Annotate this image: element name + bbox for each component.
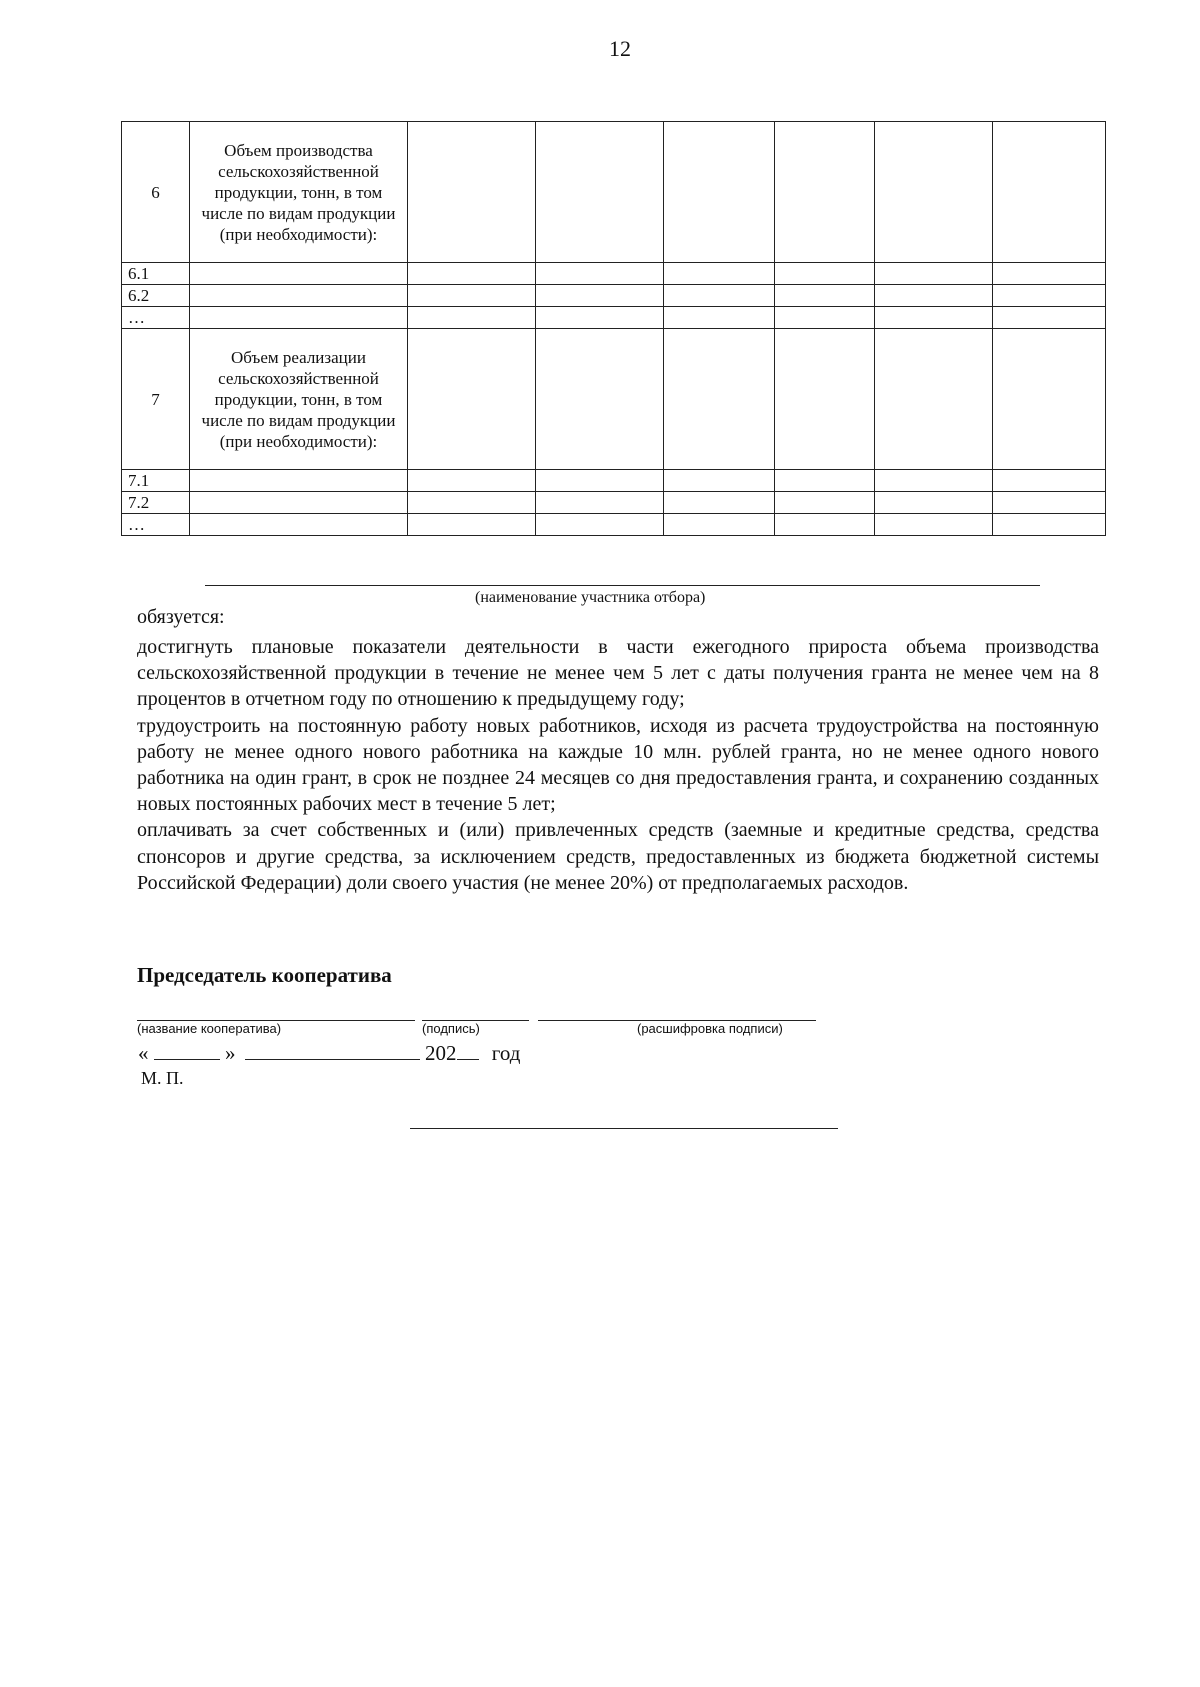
bottom-line — [410, 1128, 838, 1129]
decoding-caption: (расшифровка подписи) — [637, 1021, 783, 1036]
value-cell[interactable] — [664, 307, 775, 329]
value-cell[interactable] — [408, 122, 536, 263]
page-number: 12 — [609, 36, 631, 61]
table-row — [122, 329, 1106, 470]
value-cell[interactable] — [993, 285, 1106, 307]
value-cell[interactable] — [993, 492, 1106, 514]
date-close-quote: » — [225, 1041, 236, 1065]
value-cell[interactable] — [536, 307, 664, 329]
participant-name-line — [205, 585, 1040, 586]
row-number: … — [122, 307, 190, 329]
stamp-place: М. П. — [141, 1068, 184, 1088]
value-cell[interactable] — [536, 263, 664, 285]
commitment-paragraph-1: достигнуть плановые показатели деятельности в части ежегодного прироста объема производства сельскохозяйственной продукции в течение не менее чем 5 лет с даты получения гранта не менее чем на 8 процентов в отчетном году по отношению к предыдущему году; — [137, 636, 1099, 711]
year-prefix: 202 — [425, 1041, 457, 1065]
value-cell[interactable] — [993, 263, 1106, 285]
row-number: 7.1 — [122, 470, 190, 492]
value-cell[interactable] — [536, 122, 664, 263]
value-cell[interactable] — [875, 122, 993, 263]
value-cell[interactable] — [408, 263, 536, 285]
value-cell[interactable] — [993, 307, 1106, 329]
commitment-text — [137, 634, 1099, 896]
value-cell[interactable] — [408, 307, 536, 329]
value-cell[interactable] — [775, 492, 875, 514]
table-row — [122, 122, 1106, 263]
commitment-paragraph-2: трудоустроить на постоянную работу новых работников, исходя из расчета трудоустройства на постоянную работу не менее одного нового работника на каждые 10 млн. рублей гранта, но не менее одного нового работника на один грант, в срок не позднее 24 месяцев со дня предоставления гранта, и сохранению созданных новых постоянных рабочих мест в течение 5 лет; — [137, 714, 1099, 816]
value-cell[interactable] — [875, 329, 993, 470]
commitment-paragraph-3: оплачивать за счет собственных и (или) привлеченных средств (заемные и кредитные средства, средства спонсоров и другие средства, за исключением средств, предоставленных из бюджета бюджетной системы Российской Федерации) доли своего участия (не менее 20%) от предполагаемых расходов. — [137, 819, 1099, 894]
value-cell[interactable] — [993, 514, 1106, 536]
value-cell[interactable] — [664, 263, 775, 285]
value-cell[interactable] — [775, 285, 875, 307]
value-cell[interactable] — [536, 514, 664, 536]
signer-title: Председатель кооператива — [137, 963, 392, 987]
value-cell[interactable] — [993, 329, 1106, 470]
row-label — [190, 492, 408, 514]
date-line — [138, 1039, 520, 1066]
row-number: 7 — [122, 329, 190, 470]
row-label: Объем реализации сельскохозяйственной продукции, тонн, в том числе по видам продукции (при необходимости): — [190, 329, 408, 470]
value-cell[interactable] — [775, 514, 875, 536]
row-number: 6 — [122, 122, 190, 263]
value-cell[interactable] — [875, 514, 993, 536]
date-month-blank[interactable] — [245, 1039, 420, 1060]
table-row — [122, 285, 1106, 307]
participant-caption: (наименование участника отбора) — [475, 589, 706, 606]
value-cell[interactable] — [536, 492, 664, 514]
value-cell[interactable] — [775, 307, 875, 329]
indicators-table — [121, 121, 1106, 536]
commitment-lead: обязуется: — [137, 606, 225, 628]
row-number: … — [122, 514, 190, 536]
value-cell[interactable] — [993, 470, 1106, 492]
value-cell[interactable] — [875, 492, 993, 514]
value-cell[interactable] — [664, 285, 775, 307]
value-cell[interactable] — [408, 329, 536, 470]
year-suffix-blank[interactable] — [457, 1039, 479, 1060]
value-cell[interactable] — [408, 514, 536, 536]
value-cell[interactable] — [775, 470, 875, 492]
date-day-blank[interactable] — [154, 1039, 220, 1060]
value-cell[interactable] — [536, 329, 664, 470]
value-cell[interactable] — [408, 492, 536, 514]
row-number: 6.1 — [122, 263, 190, 285]
row-label — [190, 263, 408, 285]
value-cell[interactable] — [875, 263, 993, 285]
value-cell[interactable] — [775, 329, 875, 470]
value-cell[interactable] — [664, 514, 775, 536]
value-cell[interactable] — [664, 492, 775, 514]
value-cell[interactable] — [875, 470, 993, 492]
value-cell[interactable] — [993, 122, 1106, 263]
year-word: год — [491, 1041, 521, 1065]
signature-caption: (подпись) — [422, 1021, 480, 1036]
value-cell[interactable] — [875, 307, 993, 329]
value-cell[interactable] — [536, 285, 664, 307]
row-label: Объем производства сельскохозяйственной продукции, тонн, в том числе по видам продукции (при необходимости): — [190, 122, 408, 263]
value-cell[interactable] — [875, 285, 993, 307]
table-row — [122, 514, 1106, 536]
cooperative-caption: (название кооператива) — [137, 1021, 282, 1036]
table-row — [122, 307, 1106, 329]
value-cell[interactable] — [664, 122, 775, 263]
value-cell[interactable] — [408, 285, 536, 307]
row-label — [190, 285, 408, 307]
value-cell[interactable] — [536, 470, 664, 492]
row-label — [190, 307, 408, 329]
table-row — [122, 492, 1106, 514]
table-row — [122, 263, 1106, 285]
value-cell[interactable] — [664, 470, 775, 492]
value-cell[interactable] — [775, 122, 875, 263]
value-cell[interactable] — [664, 329, 775, 470]
row-label — [190, 470, 408, 492]
value-cell[interactable] — [408, 470, 536, 492]
date-open-quote: « — [138, 1041, 149, 1065]
row-number: 6.2 — [122, 285, 190, 307]
table-row — [122, 470, 1106, 492]
value-cell[interactable] — [775, 263, 875, 285]
row-label — [190, 514, 408, 536]
row-number: 7.2 — [122, 492, 190, 514]
